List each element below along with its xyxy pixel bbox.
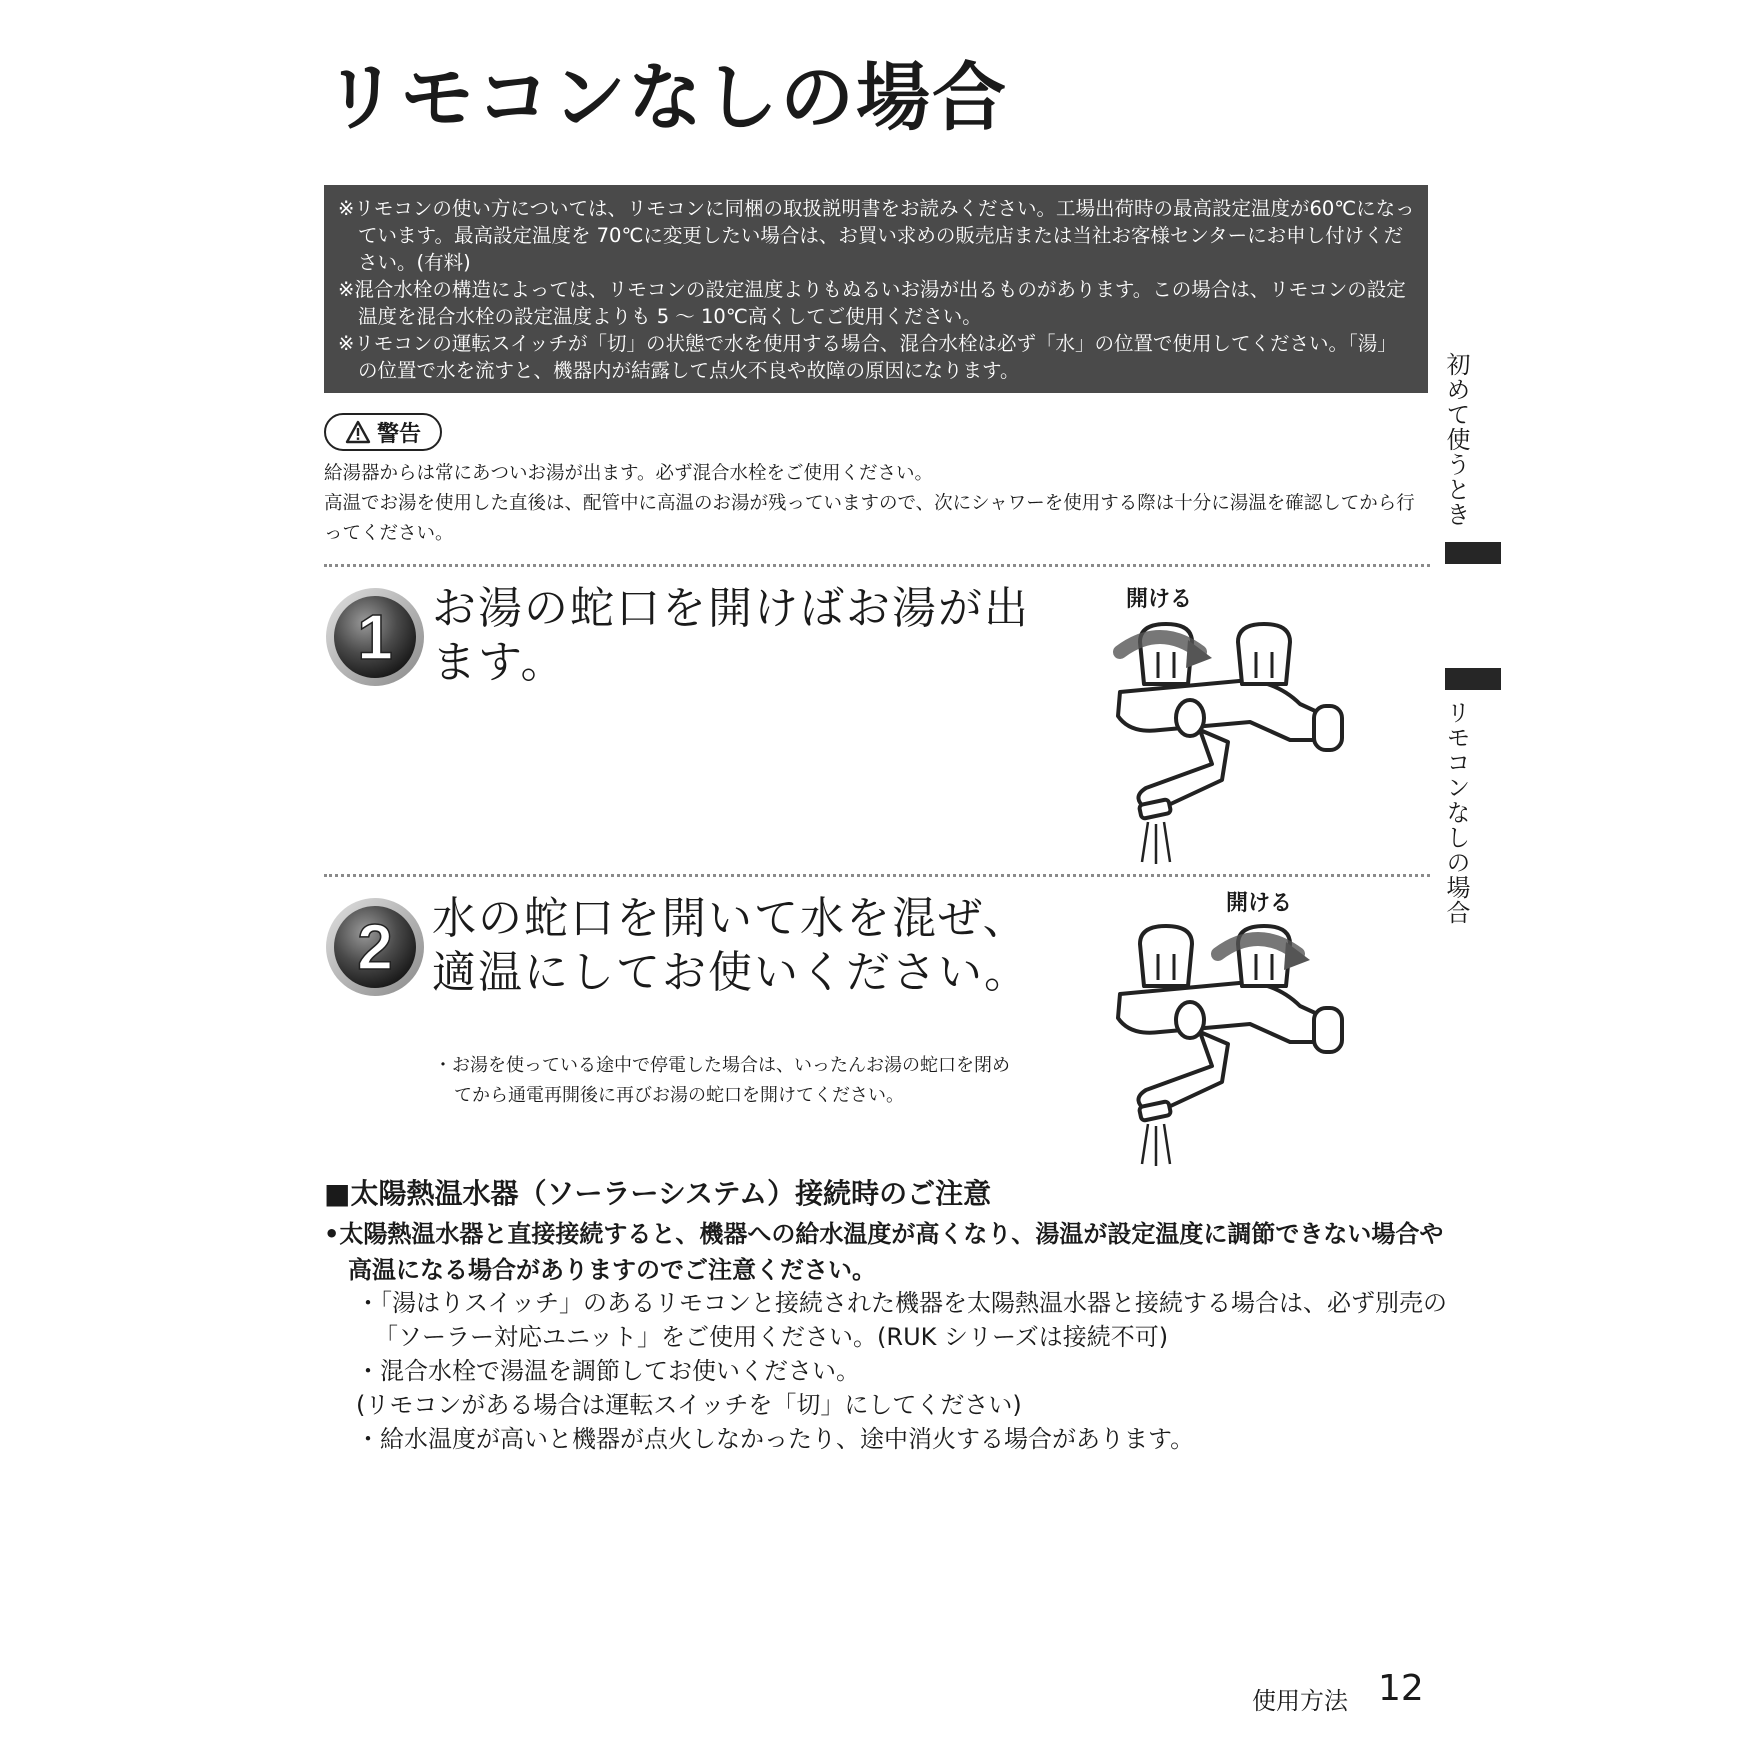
solar-sub-item: ・「湯はりスイッチ」のあるリモコンと接続された機器を太陽熱温水器と接続する場合は、必ず別売の「ソーラー対応ユニット」をご使用ください。(RUK シリーズは接続不可) — [356, 1289, 1448, 1351]
dotted-divider — [324, 564, 1430, 567]
page-title: リモコンなしの場合 — [324, 55, 1008, 141]
notice-item: ※リモコンの運転スイッチが「切」の状態で水を使用する場合、混合水栓は必ず「水」の位置で使用してください。「湯」の位置で水を流すと、機器内が結露して点火不良や故障の原因になります。 — [338, 332, 1397, 382]
side-tab-no-remote[interactable]: リモコンなしの場合 — [1442, 700, 1470, 925]
step-2-title — [432, 892, 1030, 1000]
step-2-title-line: 適温にしてお使いください。 — [432, 947, 1030, 998]
step-number-2 — [324, 896, 426, 998]
step-number-text: 2 — [357, 911, 393, 983]
warning-line: 高温でお湯を使用した直後は、配管中に高温のお湯が残っていますので、次にシャワーを使用する際は十分に湯温を確認してから行ってください。 — [324, 493, 1415, 544]
side-tab-first-use[interactable]: 初めて使うとき — [1442, 352, 1470, 527]
solar-heading: ■太陽熱温水器（ソーラーシステム）接続時のご注意 — [324, 1177, 992, 1210]
side-tab-bar-active — [1445, 668, 1501, 690]
step-2-title-line: 水の蛇口を開いて水を混ぜ、 — [432, 893, 1029, 944]
solar-sub-line: (リモコンがある場合は運転スイッチを「切」にしてください) — [356, 1391, 1022, 1419]
warning-text — [324, 459, 1430, 549]
step-number-1 — [324, 586, 426, 688]
footer-section: 使用方法 — [1252, 1687, 1348, 1715]
faucet-illustration-1 — [1100, 612, 1360, 872]
warning-badge — [324, 413, 442, 451]
solar-sub-item: ・給水温度が高いと機器が点火しなかったり、途中消火する場合があります。 — [356, 1425, 1195, 1453]
step-1-title-line: ます。 — [432, 637, 567, 688]
solar-bullet: •太陽熱温水器と直接接続すると、機器への給水温度が高くなり、湯温が設定温度に調節できない場合や高温になる場合がありますのでご注意ください。 — [324, 1220, 1444, 1284]
warning-label: 警告 — [376, 421, 421, 447]
side-tab-bar — [1445, 542, 1501, 564]
faucet-2-label: 開ける — [1226, 891, 1293, 916]
faucet-illustration-2 — [1100, 914, 1360, 1174]
faucet-1-label: 開ける — [1126, 587, 1193, 612]
notice-box — [324, 185, 1428, 393]
step-2-note: ・お湯を使っている途中で停電した場合は、いったんお湯の蛇口を閉めてから通電再開後に再びお湯の蛇口を開けてください。 — [434, 1055, 1010, 1106]
warning-line: 給湯器からは常にあついお湯が出ます。必ず混合水栓をご使用ください。 — [324, 463, 934, 484]
notice-item: ※リモコンの使い方については、リモコンに同梱の取扱説明書をお読みください。工場出荷時の最高設定温度が60℃になっています。最高設定温度を 70℃に変更したい場合は、お買い求めの販売店または当社お客様センターにお申し付けください。(有料) — [338, 197, 1415, 274]
notice-item: ※混合水栓の構造によっては、リモコンの設定温度よりもぬるいお湯が出るものがあります。この場合は、リモコンの設定温度を混合水栓の設定温度よりも 5 ～ 10℃高くしてご使用ください。 — [338, 278, 1406, 328]
step-1-title — [432, 582, 1030, 690]
solar-sub-item — [356, 1354, 1454, 1422]
step-number-text: 1 — [357, 601, 393, 673]
dotted-divider — [324, 874, 1430, 877]
solar-sub-line: ・混合水栓で湯温を調節してお使いください。 — [356, 1357, 860, 1385]
page-number: 12 — [1378, 1668, 1424, 1709]
step-1-title-line: お湯の蛇口を開けばお湯が出 — [432, 583, 1030, 634]
warning-triangle-icon — [345, 420, 371, 444]
